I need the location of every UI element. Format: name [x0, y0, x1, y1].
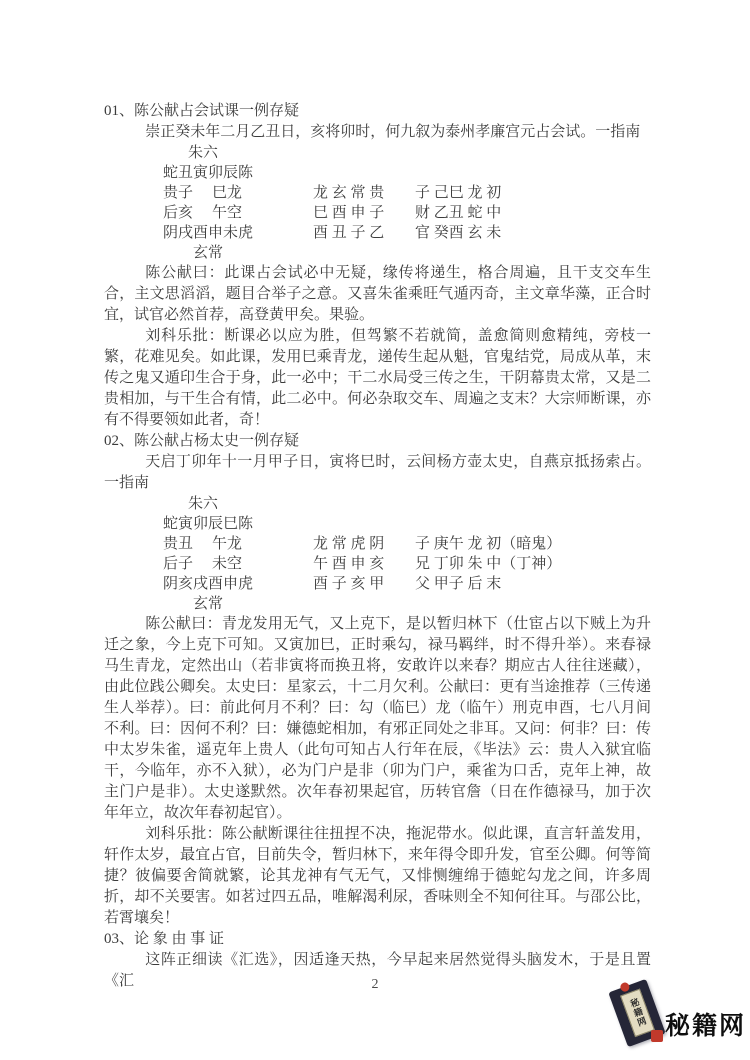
plate-cell: 阴亥戌酉申虎	[163, 576, 254, 592]
chart-row	[104, 574, 651, 594]
commentary-chen: 陈公献曰：青龙发用无气，又上克下，是以暂归林下（仕宦占以下贼上为升迁之象，今上克下可知。又寅加巳，正时乘勾，禄马羁绊，时不得升举）。来春禄马生青龙，定然出山（若非寅将而换丑将，安敢许以来春？期应古人往往迷藏），由此位践公卿矣。太史曰：星家云，十二月欠利。公献曰：更有当途推荐（三传递生人举荐）。曰：前此何月不利？曰：勾（临巳）龙（临午）刑克申酉，七八月间不利。曰：因何不利？曰：嫌德蛇相加，有邪正同处之非耳。又问：何非？曰：传中太岁朱雀，遥克年上贵人（此句可知占人行年在辰，《毕法》云：贵人入狱宜临干，今临年，亦不入狱），必为门户是非（卯为门户，乘雀为口舌，克年上神，故主门户是非）。太史遂默然。次年春初果起官，历转官詹（日在作德禄马，加于次年年立，故次年春初起官）。	[104, 616, 651, 821]
miji-watermark	[603, 980, 745, 1056]
commentary-chen: 陈公献曰：此课占会试必中无疑，缘传将递生，格合周遍，且干支交车生合，主文思滔滔，题目合举子之意。又喜朱雀乘旺气遁丙奇，主文章华藻，正合时宜，试官必然首荐，高登黄甲矣。果验。	[104, 265, 651, 323]
section-03-text: 这阵正细读《汇选》，因适逢天热，今早起来居然觉得头脑发木，于是且置《汇	[104, 952, 651, 989]
chart-row	[104, 223, 651, 243]
chart-row	[104, 183, 651, 203]
transmission-cell: 子 己巳 龙 初	[415, 185, 502, 201]
transmission-cell: 父 甲子 后 末	[415, 576, 502, 592]
chart-ring-row: 蛇丑寅卯辰陈	[163, 165, 254, 181]
plate-cell: 后子	[163, 556, 194, 572]
section-title-01: 01、陈公献占会试课一例存疑	[104, 103, 300, 119]
section-title-02: 02、陈公献占杨太史一例存疑	[104, 433, 300, 449]
lesson-cell: 午 酉 申 亥	[313, 556, 385, 572]
book-title-text: 秘籍网	[628, 996, 648, 1029]
plate-cell: 阴戌酉申未虎	[163, 225, 254, 241]
commentary-liu: 刘科乐批：陈公献断课往往扭捏不决，拖泥带水。似此课，直言轩盖发用，轩作太岁，最宜占官，目前失令，暂归林下，来年得令即升发，官至公卿。何等简捷？彼偏要舍简就繁，论其龙神有气无气，又悱恻缠绵于德蛇勾龙之间，许多周折，却不关要害。如茗过四五品，唯解渴利尿，香味则全不知何往耳。与邵公比，若霄壤矣！	[104, 826, 651, 926]
case-intro-02: 天启丁卯年十一月甲子日，寅将巳时，云间杨方壶太史，自燕京抵扬索占。一指南	[104, 454, 651, 491]
transmission-cell: 财 乙丑 蛇 中	[415, 205, 502, 221]
chart-row	[104, 554, 651, 574]
lesson-cell: 酉 子 亥 甲	[313, 576, 385, 592]
chart-general-top: 朱六	[188, 496, 219, 512]
red-seal-icon	[651, 1030, 663, 1042]
chart-general-bottom: 玄常	[193, 596, 224, 612]
lesson-cell: 龙 常 虎 阴	[313, 536, 385, 552]
case-intro-01: 崇正癸未年二月乙丑日，亥将卯时，何九叙为泰州孝廉宫元占会试。一指南	[145, 124, 641, 140]
lesson-cell: 酉 丑 子 乙	[313, 225, 385, 241]
chart-general-bottom: 玄常	[193, 245, 224, 261]
liuren-chart-01	[104, 143, 651, 263]
chart-row	[104, 203, 651, 223]
transmission-cell: 官 癸酉 玄 未	[415, 225, 502, 241]
watermark-site-name: 秘籍网	[665, 1013, 747, 1040]
transmission-cell: 子 庚午 龙 初（暗鬼）	[415, 536, 562, 552]
lesson-cell: 巳 酉 申 子	[313, 205, 385, 221]
page-body	[104, 101, 651, 992]
seal-dot-icon	[619, 981, 631, 993]
commentary-liu: 刘科乐批：断课必以应为胜，但驾繁不若就简，盖愈简则愈精纯，旁枝一繁，花难见矣。如此课，发用巳乘青龙，递传生起从魁，官鬼结党，局成从革，末传之鬼又遁印生合于身，此一必中；干二水局受三传之生，干阴幕贵太常，又是二贵相加，与干生合有情，此二必中。何必杂取交车、周遍之支末？大宗师断课，亦有不得要领如此者，奇！	[104, 328, 651, 428]
section-title-03: 03、论 象 由 事 证	[104, 931, 225, 947]
book-title-label	[620, 989, 655, 1038]
plate-cell: 巳龙	[212, 185, 243, 201]
plate-cell: 午龙	[212, 536, 243, 552]
plate-cell: 贵子	[163, 185, 194, 201]
liuren-chart-02	[104, 494, 651, 614]
plate-cell: 午空	[212, 205, 243, 221]
transmission-cell: 兄 丁卯 朱 中（丁神）	[415, 556, 562, 572]
chart-general-top: 朱六	[188, 145, 219, 161]
chart-row	[104, 534, 651, 554]
chart-ring-row: 蛇寅卯辰巳陈	[163, 516, 254, 532]
page-number: 2	[371, 977, 379, 992]
plate-cell: 贵丑	[163, 536, 194, 552]
plate-cell: 未空	[212, 556, 243, 572]
lesson-cell: 龙 玄 常 贵	[313, 185, 385, 201]
plate-cell: 后亥	[163, 205, 194, 221]
